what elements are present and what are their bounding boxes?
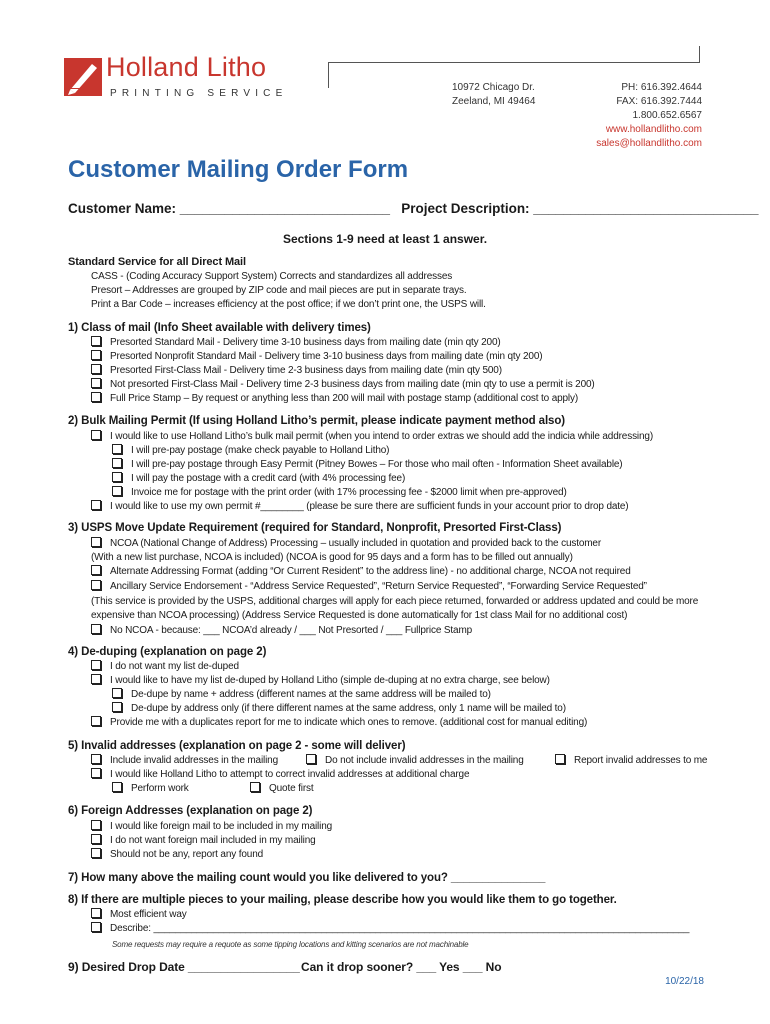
option-label: Do not include invalid addresses in the mailing: [325, 755, 524, 766]
checkbox-icon[interactable]: [91, 392, 101, 402]
toll-free-number: 1.800.652.6567: [632, 110, 702, 121]
header-divider-left: [328, 62, 329, 88]
option-label: Full Price Stamp – By request or anything less than 200 will mail with postage stamp (additional cost to apply): [110, 393, 579, 404]
logo-mark-icon: [64, 58, 102, 96]
checkbox-icon[interactable]: [91, 624, 101, 634]
checkbox-icon[interactable]: [112, 444, 122, 454]
option-label: Presorted First-Class Mail - Delivery time 2-3 business days from mailing date (min qty 500): [110, 365, 502, 376]
section-4-heading: 4) De-duping (explanation on page 2): [68, 646, 267, 658]
permit-sub-credit-card[interactable]: [112, 472, 405, 485]
phone-number: PH: 616.392.4644: [621, 82, 702, 93]
foreign-option-exclude[interactable]: [91, 834, 316, 847]
checkbox-icon[interactable]: [91, 908, 101, 918]
project-description-field[interactable]: Project Description: ______________________________: [401, 201, 759, 216]
page-title: Customer Mailing Order Form: [68, 156, 409, 183]
logo-name: Holland Litho: [106, 52, 267, 82]
website-link[interactable]: www.hollandlitho.com: [605, 124, 702, 135]
pieces-option-describe[interactable]: [91, 922, 689, 935]
checkbox-icon[interactable]: [91, 336, 101, 346]
class-option-first-class[interactable]: [91, 364, 502, 377]
checkbox-icon[interactable]: [91, 754, 101, 764]
move-option-alternate[interactable]: [91, 565, 631, 578]
option-label: NCOA (National Change of Address) Processing – usually included in quotation and provided back to the customer: [110, 538, 602, 549]
pieces-note: Some requests may require a requote as some tipping locations and kitting scenarios are not machinable: [112, 940, 469, 949]
checkbox-icon[interactable]: [91, 674, 101, 684]
section-7-heading[interactable]: 7) How many above the mailing count would you like delivered to you? _______________: [68, 872, 546, 884]
checkbox-icon[interactable]: [112, 486, 122, 496]
permit-option-holland[interactable]: [91, 430, 653, 443]
class-option-nonprofit[interactable]: [91, 350, 542, 363]
logo-tagline: PRINTING SERVICE: [110, 88, 288, 99]
customer-project-fields: [68, 201, 759, 216]
checkbox-icon[interactable]: [91, 848, 101, 858]
checkbox-icon[interactable]: [91, 378, 101, 388]
invalid-sub-quote-first[interactable]: [250, 782, 313, 795]
dedupe-option-holland[interactable]: [91, 674, 550, 687]
option-label: I would like to use Holland Litho’s bulk mail permit (when you intend to order extras we should add the indicia while addressing): [110, 431, 653, 442]
option-label: De-dupe by name + address (different names at the same address will be mailed to): [131, 689, 491, 700]
option-label: I would like to have my list de-duped by Holland Litho (simple de-duping at no extra charge, see below): [110, 675, 550, 686]
move-option-ncoa[interactable]: [91, 537, 601, 550]
checkbox-icon[interactable]: [91, 580, 101, 590]
foreign-option-report[interactable]: [91, 848, 263, 861]
invalid-option-correct[interactable]: [91, 768, 469, 781]
permit-sub-prepay-check[interactable]: [112, 444, 389, 457]
section-3-heading: 3) USPS Move Update Requirement (required for Standard, Nonprofit, Presorted First-Class): [68, 522, 562, 534]
header-divider-right: [699, 46, 700, 63]
option-label: I would like foreign mail to be included in my mailing: [110, 821, 333, 832]
option-label: I would like Holland Litho to attempt to correct invalid addresses at additional charge: [110, 769, 470, 780]
checkbox-icon[interactable]: [91, 922, 101, 932]
email-link[interactable]: sales@hollandlitho.com: [596, 138, 702, 149]
invalid-option-include[interactable]: [91, 754, 278, 767]
option-label: I do not want my list de-duped: [110, 661, 239, 672]
option-label: Describe: ___________________________________________________________________________________________________: [110, 923, 690, 934]
standard-line-presort: Presort – Addresses are grouped by ZIP code and mail pieces are put in separate trays.: [91, 285, 467, 296]
checkbox-icon[interactable]: [91, 820, 101, 830]
permit-option-own[interactable]: [91, 500, 629, 513]
checkbox-icon[interactable]: [112, 688, 122, 698]
option-label: De-dupe by address only (if there different names at the same address, only 1 name will be mailed to): [131, 703, 566, 714]
option-label: No NCOA - because: ___ NCOA’d already / ___ Not Presorted / ___ Fullprice Stamp: [110, 625, 473, 636]
standard-line-barcode: Print a Bar Code – increases efficiency at the post office; if we don’t print one, the USPS will.: [91, 299, 486, 310]
dedupe-option-none[interactable]: [91, 660, 239, 673]
option-label: Not presorted First-Class Mail - Delivery time 2-3 business days from mailing date (min qty to use a permit is 200): [110, 379, 595, 390]
checkbox-icon[interactable]: [91, 716, 101, 726]
checkbox-icon[interactable]: [91, 364, 101, 374]
revision-date: 10/22/18: [665, 976, 704, 987]
option-label: Quote first: [269, 783, 314, 794]
permit-sub-easy-permit[interactable]: [112, 458, 622, 471]
class-option-standard[interactable]: [91, 336, 501, 349]
move-ancillary-continued-1: (This service is provided by the USPS, additional charges will apply for each piece returned, forwarded or address updated and could be more: [91, 596, 699, 607]
checkbox-icon[interactable]: [112, 702, 122, 712]
class-option-full-price-stamp[interactable]: [91, 392, 578, 405]
invalid-option-exclude[interactable]: [306, 754, 524, 767]
dedupe-option-report[interactable]: [91, 716, 587, 729]
checkbox-icon[interactable]: [91, 500, 101, 510]
option-label: I will pay the postage with a credit card (with 4% processing fee): [131, 473, 406, 484]
option-label: I do not want foreign mail included in my mailing: [110, 835, 316, 846]
checkbox-icon[interactable]: [250, 782, 260, 792]
invalid-option-report[interactable]: [555, 754, 707, 767]
checkbox-icon[interactable]: [91, 430, 101, 440]
option-label: I would like to use my own permit #________ (please be sure there are sufficient funds in your account prior to drop date): [110, 501, 629, 512]
address-line-2: Zeeland, MI 49464: [452, 96, 536, 107]
invalid-sub-perform-work[interactable]: [112, 782, 189, 795]
option-label: Invoice me for postage with the print order (with 17% processing fee - $2000 limit when pre-approved): [131, 487, 567, 498]
standard-service-heading: Standard Service for all Direct Mail: [68, 256, 246, 268]
section-6-heading: 6) Foreign Addresses (explanation on page 2): [68, 805, 313, 817]
checkbox-icon[interactable]: [112, 472, 122, 482]
standard-line-cass: CASS - (Coding Accuracy Support System) Corrects and standardizes all addresses: [91, 271, 453, 282]
checkbox-icon[interactable]: [91, 768, 101, 778]
option-label: Presorted Standard Mail - Delivery time 3-10 business days from mailing date (min qty 200): [110, 337, 501, 348]
option-label: Alternate Addressing Format (adding “Or Current Resident” to the address line) - no additional charge, NCOA not required: [110, 566, 631, 577]
customer-name-field[interactable]: Customer Name: ____________________________: [68, 201, 391, 216]
permit-sub-invoice[interactable]: [112, 486, 567, 499]
move-ancillary-continued-2: expensive than NCOA processing) (Address Service Requested is done automatically for 1st class Mail for no additional cost): [91, 610, 628, 621]
checkbox-icon[interactable]: [112, 458, 122, 468]
checkbox-icon[interactable]: [555, 754, 565, 764]
option-label: I will pre-pay postage through Easy Permit (Pitney Bowes – For those who mail often - Information Sheet available): [131, 459, 623, 470]
checkbox-icon[interactable]: [91, 537, 101, 547]
checkbox-icon[interactable]: [91, 834, 101, 844]
section-5-heading: 5) Invalid addresses (explanation on page 2 - some will deliver): [68, 740, 406, 752]
address-line-1: 10972 Chicago Dr.: [452, 82, 535, 93]
option-label: I will pre-pay postage (make check payable to Holland Litho): [131, 445, 390, 456]
move-option-no-ncoa[interactable]: [91, 624, 472, 637]
header-divider: [328, 62, 700, 63]
checkbox-icon[interactable]: [91, 350, 101, 360]
drop-sooner-field[interactable]: Can it drop sooner? ___ Yes ___ No: [301, 960, 502, 974]
dedupe-sub-name-address[interactable]: [112, 688, 491, 701]
dedupe-sub-address-only[interactable]: [112, 702, 566, 715]
checkbox-icon[interactable]: [306, 754, 316, 764]
checkbox-icon[interactable]: [91, 565, 101, 575]
option-label: Presorted Nonprofit Standard Mail - Delivery time 3-10 business days from mailing date (min qty 200): [110, 351, 543, 362]
option-label: Provide me with a duplicates report for me to indicate which ones to remove. (additional cost for manual editing): [110, 717, 588, 728]
section-8-heading: 8) If there are multiple pieces to your mailing, please describe how you would like them to go together.: [68, 894, 617, 906]
section-1-heading: 1) Class of mail (Info Sheet available with delivery times): [68, 322, 371, 334]
section-2-heading: 2) Bulk Mailing Permit (If using Holland Litho’s permit, please indicate payment method also): [68, 415, 565, 427]
sections-note: Sections 1-9 need at least 1 answer.: [282, 232, 488, 246]
fax-number: FAX: 616.392.7444: [616, 96, 702, 107]
option-label: Include invalid addresses in the mailing: [110, 755, 278, 766]
option-label: Should not be any, report any found: [110, 849, 264, 860]
option-label: Report invalid addresses to me: [574, 755, 708, 766]
foreign-option-include[interactable]: [91, 820, 332, 833]
checkbox-icon[interactable]: [91, 660, 101, 670]
drop-date-field[interactable]: 9) Desired Drop Date _________________: [68, 960, 300, 974]
class-option-not-presorted[interactable]: [91, 378, 595, 391]
option-label: Most efficient way: [110, 909, 187, 920]
checkbox-icon[interactable]: [112, 782, 122, 792]
option-label: Perform work: [131, 783, 189, 794]
pieces-option-efficient[interactable]: [91, 908, 187, 921]
move-option-ancillary[interactable]: [91, 580, 647, 593]
move-ncoa-continued: (With a new list purchase, NCOA is included) (NCOA is good for 95 days and a form has to be filled out annually): [91, 552, 573, 563]
option-label: Ancillary Service Endorsement - “Address Service Requested”, “Return Service Requested”, “Forwarding Service Requested”: [110, 581, 647, 592]
